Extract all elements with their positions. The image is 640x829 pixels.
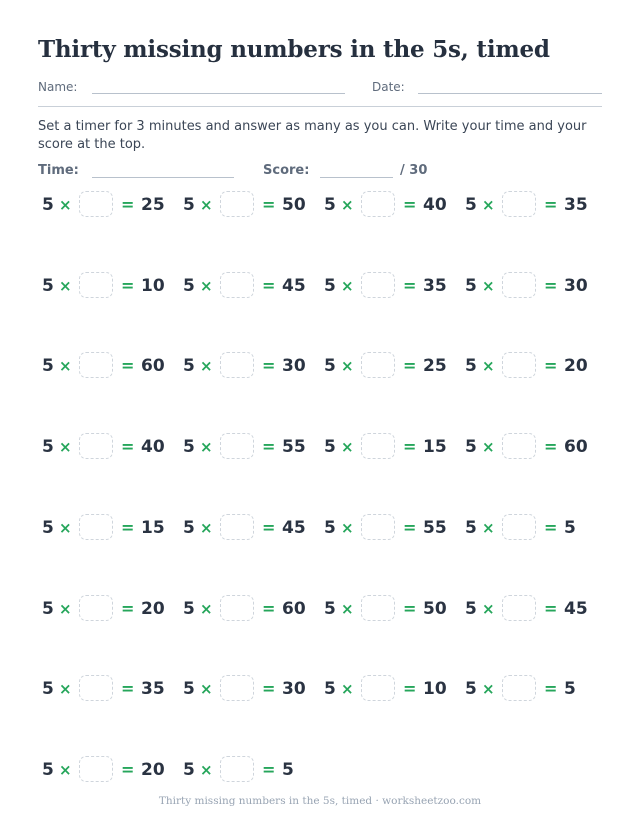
- problem: [321, 191, 462, 219]
- factor: 5: [183, 276, 195, 296]
- answer-box[interactable]: [220, 272, 254, 298]
- factor: 5: [465, 195, 477, 215]
- problem: [321, 595, 462, 623]
- times-sign: ×: [341, 680, 354, 698]
- instructions: Set a timer for 3 minutes and answer as many as you can. Write your time and your score at the top.: [38, 119, 587, 152]
- times-sign: ×: [341, 357, 354, 375]
- times-sign: ×: [341, 277, 354, 295]
- problem: [462, 272, 603, 300]
- score-label: Score:: [263, 163, 310, 178]
- equals-sign: =: [262, 760, 276, 779]
- product: 50: [282, 195, 306, 215]
- product: 45: [564, 599, 588, 619]
- answer-box[interactable]: [79, 675, 113, 701]
- problem: [462, 433, 603, 461]
- score-total: / 30: [400, 163, 428, 178]
- product: 40: [141, 437, 165, 457]
- factor: 5: [324, 437, 336, 457]
- product: 30: [282, 679, 306, 699]
- equals-sign: =: [121, 276, 135, 295]
- factor: 5: [42, 599, 54, 619]
- answer-box[interactable]: [502, 272, 536, 298]
- problem: [462, 352, 603, 380]
- equals-sign: =: [262, 276, 276, 295]
- answer-box[interactable]: [79, 191, 113, 217]
- times-sign: ×: [59, 277, 72, 295]
- times-sign: ×: [200, 277, 213, 295]
- times-sign: ×: [341, 600, 354, 618]
- problem: [180, 191, 321, 219]
- problem: [180, 756, 321, 784]
- problem: [180, 433, 321, 461]
- equals-sign: =: [121, 195, 135, 214]
- factor: 5: [465, 356, 477, 376]
- times-sign: ×: [482, 600, 495, 618]
- factor: 5: [42, 437, 54, 457]
- answer-box[interactable]: [79, 756, 113, 782]
- problem: [321, 272, 462, 300]
- equals-sign: =: [121, 760, 135, 779]
- answer-box[interactable]: [220, 514, 254, 540]
- factor: 5: [324, 599, 336, 619]
- equals-sign: =: [403, 276, 417, 295]
- factor: 5: [183, 599, 195, 619]
- equals-sign: =: [121, 679, 135, 698]
- problem: [39, 514, 180, 542]
- problem: [39, 756, 180, 784]
- product: 5: [282, 760, 294, 780]
- equals-sign: =: [121, 518, 135, 537]
- factor: 5: [183, 679, 195, 699]
- equals-sign: =: [121, 599, 135, 618]
- equals-sign: =: [403, 518, 417, 537]
- problem: [462, 514, 603, 542]
- times-sign: ×: [200, 600, 213, 618]
- equals-sign: =: [544, 276, 558, 295]
- equals-sign: =: [262, 599, 276, 618]
- times-sign: ×: [482, 196, 495, 214]
- times-sign: ×: [200, 196, 213, 214]
- factor: 5: [324, 679, 336, 699]
- factor: 5: [465, 679, 477, 699]
- factor: 5: [183, 356, 195, 376]
- product: 5: [564, 679, 576, 699]
- answer-box[interactable]: [361, 191, 395, 217]
- times-sign: ×: [482, 277, 495, 295]
- equals-sign: =: [544, 356, 558, 375]
- answer-box[interactable]: [79, 595, 113, 621]
- date-label: Date:: [372, 80, 405, 94]
- product: 10: [423, 679, 447, 699]
- times-sign: ×: [200, 761, 213, 779]
- problem: [39, 352, 180, 380]
- product: 25: [141, 195, 165, 215]
- product: 20: [141, 599, 165, 619]
- answer-box[interactable]: [220, 675, 254, 701]
- product: 35: [423, 276, 447, 296]
- times-sign: ×: [341, 519, 354, 537]
- equals-sign: =: [262, 195, 276, 214]
- answer-box[interactable]: [79, 514, 113, 540]
- factor: 5: [42, 518, 54, 538]
- answer-box[interactable]: [361, 514, 395, 540]
- equals-sign: =: [262, 518, 276, 537]
- answer-box[interactable]: [361, 675, 395, 701]
- factor: 5: [465, 437, 477, 457]
- product: 50: [423, 599, 447, 619]
- factor: 5: [183, 760, 195, 780]
- time-label: Time:: [38, 163, 79, 178]
- product: 30: [564, 276, 588, 296]
- answer-box[interactable]: [502, 191, 536, 217]
- problem: [180, 352, 321, 380]
- problem: [180, 514, 321, 542]
- answer-box[interactable]: [220, 756, 254, 782]
- factor: 5: [183, 437, 195, 457]
- times-sign: ×: [59, 600, 72, 618]
- product: 20: [564, 356, 588, 376]
- answer-box[interactable]: [361, 352, 395, 378]
- product: 35: [141, 679, 165, 699]
- times-sign: ×: [482, 519, 495, 537]
- times-sign: ×: [200, 680, 213, 698]
- factor: 5: [42, 679, 54, 699]
- factor: 5: [183, 195, 195, 215]
- product: 60: [564, 437, 588, 457]
- problem: [39, 675, 180, 703]
- answer-box[interactable]: [502, 352, 536, 378]
- problem: [321, 352, 462, 380]
- times-sign: ×: [200, 519, 213, 537]
- answer-box[interactable]: [361, 272, 395, 298]
- equals-sign: =: [262, 356, 276, 375]
- times-sign: ×: [59, 761, 72, 779]
- times-sign: ×: [59, 438, 72, 456]
- equals-sign: =: [121, 356, 135, 375]
- product: 20: [141, 760, 165, 780]
- product: 40: [423, 195, 447, 215]
- answer-box[interactable]: [361, 595, 395, 621]
- problem: [180, 595, 321, 623]
- equals-sign: =: [262, 679, 276, 698]
- answer-box[interactable]: [79, 352, 113, 378]
- factor: 5: [183, 518, 195, 538]
- answer-box[interactable]: [502, 675, 536, 701]
- product: 15: [423, 437, 447, 457]
- score-field[interactable]: [320, 177, 393, 178]
- problem: [321, 514, 462, 542]
- answer-box[interactable]: [79, 272, 113, 298]
- name-field[interactable]: [92, 93, 345, 94]
- worksheet-title: Thirty missing numbers in the 5s, timed: [38, 36, 550, 63]
- answer-box[interactable]: [220, 352, 254, 378]
- equals-sign: =: [403, 437, 417, 456]
- factor: 5: [42, 760, 54, 780]
- times-sign: ×: [200, 357, 213, 375]
- factor: 5: [324, 518, 336, 538]
- answer-box[interactable]: [502, 433, 536, 459]
- product: 10: [141, 276, 165, 296]
- header-divider: [38, 106, 602, 107]
- factor: 5: [465, 276, 477, 296]
- time-field[interactable]: [92, 177, 234, 178]
- problem: [462, 675, 603, 703]
- factor: 5: [324, 195, 336, 215]
- problem: [180, 272, 321, 300]
- product: 35: [564, 195, 588, 215]
- problem: [39, 433, 180, 461]
- product: 45: [282, 276, 306, 296]
- times-sign: ×: [59, 519, 72, 537]
- times-sign: ×: [200, 438, 213, 456]
- problem: [39, 272, 180, 300]
- equals-sign: =: [121, 437, 135, 456]
- times-sign: ×: [59, 680, 72, 698]
- product: 5: [564, 518, 576, 538]
- problem: [180, 675, 321, 703]
- equals-sign: =: [544, 679, 558, 698]
- equals-sign: =: [544, 599, 558, 618]
- name-label: Name:: [38, 80, 78, 94]
- product: 30: [282, 356, 306, 376]
- equals-sign: =: [544, 437, 558, 456]
- equals-sign: =: [544, 195, 558, 214]
- equals-sign: =: [403, 599, 417, 618]
- times-sign: ×: [482, 357, 495, 375]
- factor: 5: [465, 518, 477, 538]
- answer-box[interactable]: [502, 514, 536, 540]
- problem: [39, 191, 180, 219]
- answer-box[interactable]: [79, 433, 113, 459]
- problem: [321, 433, 462, 461]
- factor: 5: [465, 599, 477, 619]
- product: 60: [282, 599, 306, 619]
- answer-box[interactable]: [502, 595, 536, 621]
- product: 55: [282, 437, 306, 457]
- equals-sign: =: [403, 356, 417, 375]
- problem: [462, 191, 603, 219]
- product: 45: [282, 518, 306, 538]
- problem: [39, 595, 180, 623]
- problem: [462, 595, 603, 623]
- equals-sign: =: [262, 437, 276, 456]
- product: 15: [141, 518, 165, 538]
- date-field[interactable]: [418, 93, 602, 94]
- equals-sign: =: [403, 679, 417, 698]
- product: 60: [141, 356, 165, 376]
- factor: 5: [42, 356, 54, 376]
- factor: 5: [42, 195, 54, 215]
- times-sign: ×: [59, 196, 72, 214]
- problem: [321, 675, 462, 703]
- factor: 5: [324, 276, 336, 296]
- answer-box[interactable]: [220, 595, 254, 621]
- answer-box[interactable]: [220, 433, 254, 459]
- factor: 5: [324, 356, 336, 376]
- equals-sign: =: [544, 518, 558, 537]
- times-sign: ×: [482, 438, 495, 456]
- product: 25: [423, 356, 447, 376]
- product: 55: [423, 518, 447, 538]
- answer-box[interactable]: [361, 433, 395, 459]
- answer-box[interactable]: [220, 191, 254, 217]
- times-sign: ×: [341, 438, 354, 456]
- footer: Thirty missing numbers in the 5s, timed · worksheetzoo.com: [158, 795, 482, 807]
- times-sign: ×: [482, 680, 495, 698]
- times-sign: ×: [341, 196, 354, 214]
- factor: 5: [42, 276, 54, 296]
- equals-sign: =: [403, 195, 417, 214]
- times-sign: ×: [59, 357, 72, 375]
